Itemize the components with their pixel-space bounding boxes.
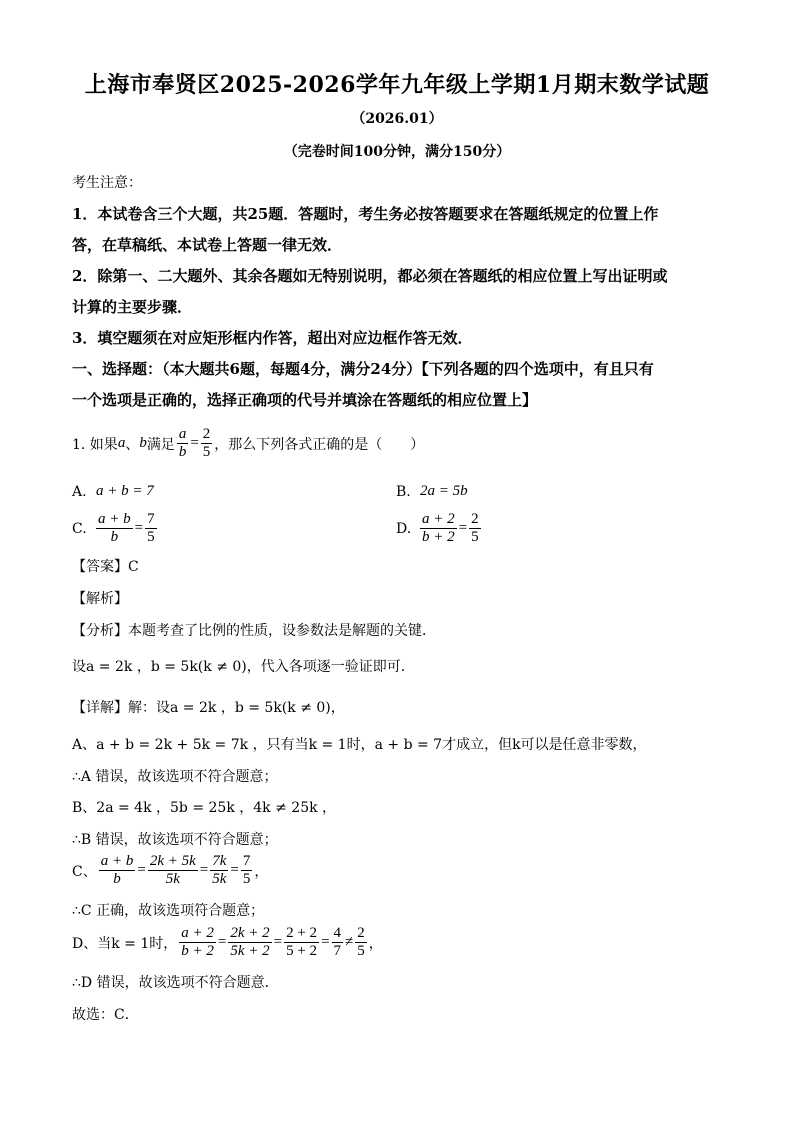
option-c-label: C. <box>72 520 87 537</box>
option-a <box>72 483 154 500</box>
analysis-text: 【分析】本题考查了比例的性质，设参数法是解题的关键． <box>72 623 436 639</box>
option-c: C. $\frac{a + b}{b}$ = $\frac{7}{5}$ <box>72 511 155 545</box>
option-d-rhs: $\frac{2}{5}$ <box>471 511 479 545</box>
section1-line-2: 一个选项是正确的，选择正确项的代号并填涂在答题纸的相应位置上】 <box>72 391 538 409</box>
option-c-lhs: $\frac{a + b}{b}$ <box>98 511 131 545</box>
option-b-label: B. <box>396 483 411 500</box>
q1-value: $\frac{2}{5}$ <box>202 426 211 460</box>
detail-line-a-conclusion: ∴A 错误，故该选项不符合题意； <box>72 769 278 785</box>
detail-intro: 【详解】解：设a = 2k ，b = 5k(k ≠ 0)， <box>72 700 345 716</box>
detail-line-d-conclusion: ∴D 错误，故该选项不符合题意． <box>72 975 279 991</box>
detail-line-d: D、当k = 1时， $\frac{a + 2}{b + 2}$ = $\frac{2k + 2}{5k + 2}$ = $\frac{2 + 2}{5 + 2}$ = $\frac{4}{7}$ ≠ $\frac{2}{5}$ ， <box>72 925 383 959</box>
option-b-text: 2a = 5b <box>420 483 468 499</box>
detail-line-b-conclusion: ∴B 错误，故该选项不符合题意； <box>72 832 278 848</box>
detail-line-b: B、2a = 4k ，5b = 25k ，4k ≠ 25k ， <box>72 800 337 816</box>
option-d: D. $\frac{a + 2}{b + 2}$ = $\frac{2}{5}$ <box>396 511 479 545</box>
detail-line-a: A、a + b = 2k + 5k = 7k ，只有当k = 1时，a + b = 7才成立，但k可以是任意非零数， <box>72 737 647 753</box>
q1-var-b: b <box>139 435 147 451</box>
option-a-label: A. <box>72 483 87 500</box>
q1-prefix: 1. 如果 <box>72 436 118 453</box>
note-line-3: 2．除第一、二大题外、其余各题如无特别说明，都必须在答题纸的相应位置上写出证明或 <box>72 267 668 285</box>
note-line-5: 3．填空题须在对应矩形框内作答，超出对应边框作答无效． <box>72 329 473 347</box>
notes-heading: 考生注意： <box>72 175 142 191</box>
analysis-text-2: 设a = 2k ，b = 5k(k ≠ 0)，代入各项逐一验证即可． <box>72 659 415 675</box>
detail-line-d-prefix: D、当k = 1时， <box>72 935 178 952</box>
page-title: 上海市奉贤区2025-2026学年九年级上学期1月期末数学试题 <box>84 72 710 98</box>
analysis-label: 【解析】 <box>72 591 128 607</box>
exam-info: （完卷时间100分钟，满分150分） <box>283 144 511 160</box>
option-a-text: a + b = 7 <box>96 483 154 499</box>
detail-line-c: C、 $\frac{a + b}{b}$ = $\frac{2k + 5k}{5k}$ = $\frac{7k}{5k}$ = $\frac{7}{5}$ ， <box>72 853 269 887</box>
detail-line-c-conclusion: ∴C 正确，故该选项符合题意； <box>72 903 265 919</box>
question-1 <box>72 426 424 461</box>
option-b <box>396 483 468 500</box>
q1-sep: 、 <box>125 436 140 453</box>
note-line-1: 1．本试卷含三个大题，共25题．答题时，考生务必按答题要求在答题纸规定的位置上作 <box>72 205 659 223</box>
q1-fraction: $\frac{a}{b}$ <box>178 426 187 460</box>
final-answer: 故选：C． <box>72 1007 139 1023</box>
q1-var-a: a <box>117 435 126 451</box>
q1-eq: = <box>190 435 199 451</box>
detail-line-c-prefix: C、 <box>72 863 97 880</box>
section1-line-1: 一、选择题：（本大题共6题，每题4分，满分24分）【下列各题的四个选项中，有且只有 <box>72 360 654 378</box>
q1-suffix: ，那么下列各式正确的是（ ） <box>214 436 425 453</box>
option-c-rhs: $\frac{7}{5}$ <box>147 511 155 545</box>
option-d-lhs: $\frac{a + 2}{b + 2}$ <box>422 511 455 545</box>
exam-date: （2026.01） <box>351 111 443 127</box>
note-line-2: 答，在草稿纸、本试卷上答题一律无效． <box>72 236 343 254</box>
answer: 【答案】C <box>72 559 139 575</box>
note-line-4: 计算的主要步骤． <box>72 298 193 316</box>
option-d-label: D. <box>396 520 412 537</box>
q1-mid: 满足 <box>146 436 175 453</box>
